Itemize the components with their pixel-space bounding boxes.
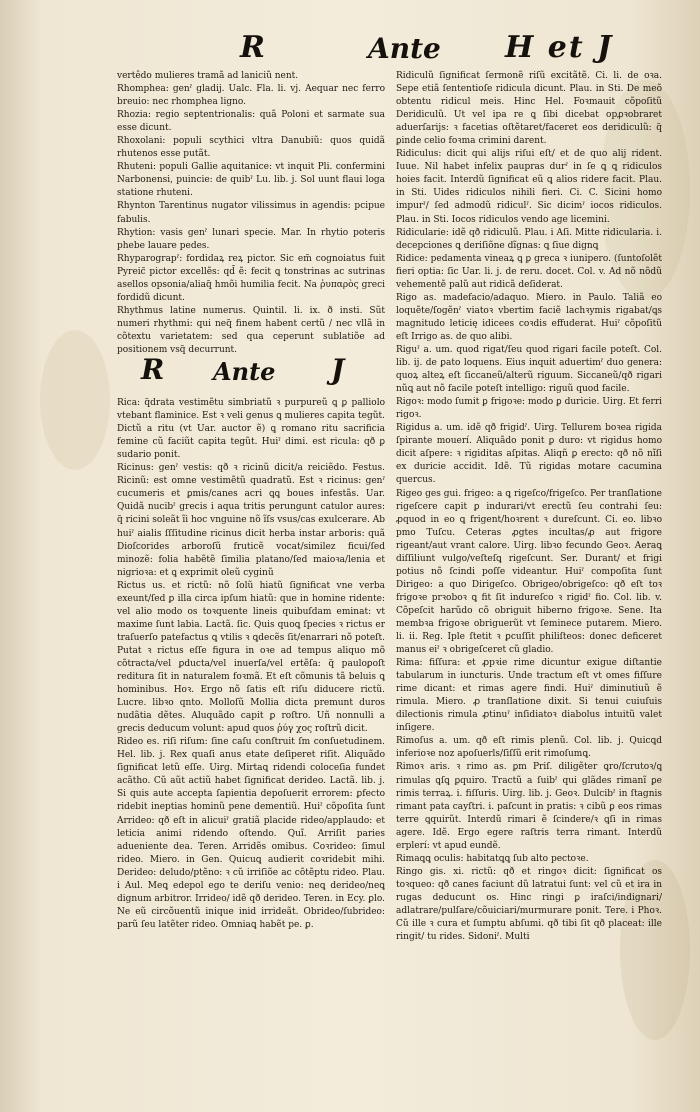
entry: Ridiculũ ſignificat ſermonẽ riſũ excitãtẽ. Ci. li. de oꝛa. Sepe etiã ſententioſe ridicula dicunt. Plau. in Sti. De meõ obtentu ridicul meis. Hinc Hel. Foꝛmauit cõpoſitũ Deridiculũ. Ut vel ipa re ꝗ ſibi dicebat opꝓꝛobraret aduerſarijs: ꝛ facetias oſtẽtaret/faceret eos deridiculũ: q̃ ꝑinde celio foꝛma crimini darent.: [396, 71, 662, 147]
entry: Rimoſus a. um. qð eſt rimis plenũ. Col. lib. j. Quicꝗd inferioꝛe noz apoſuerls/ſiſſũ erit rimoſumꝗ.: [396, 736, 662, 760]
entry: Ringo gis. xi. rictũ: qð et ringoꝛ dicit: ſignificat os toꝛqueo: qð canes faciunt dũ latratui ſunt: vel cũ et ira in rugas deducunt os. Hinc ringi ꝑ iraſci/indignari/ adlatrare/pulſare/cõuiciari/murmurare ponit. Tere. i Phoꝛ. Cũ ille ꝛ cura et ſumptu abſumi. qð tibi ſit qð placeat: ille ringit/ tu rides. Sidoniˀ. Multi: [396, 866, 662, 943]
entry: Rhyparograpˀ: fordidaꝝ reꝝ pictor. Sic em̃ cognoiatus fuit Pyreic̃ pictor excellẽs: qd̃ ẽ: fecit ꝗ tonstrinas ac sutrinas asellos opsonia/aliaq̃ hmõi humilia fecit. Na ῥυπαρὸς greci fordidũ dicunt.: [117, 253, 385, 303]
entry: Riguˀ a. um. quod rigat/ſeu quod rigari facile poteſt. Col. lib. ij. de ꝑato loquens. Eius inquit aduertimˀ duo genera: quoꝝ alteꝝ eſt ſiccaneũ/alterũ riguum. Siccaneũ/qð rigari nũꝗ aut nõ facile poteſt intelligo: riguũ quod facile.: [396, 344, 662, 395]
header-title: Ante: [368, 32, 441, 65]
entry: Ricinus: genˀ vestis: qð ꝛ ricinũ dicit/a reiciẽdo. Festus. Ricinũ: est omne vestimẽtũ quadratũ. Est ꝛ ricinus: genˀ cucumeris et ꝑmis/canes acri ꝗꝗ boues infestãs. Uar. Quidã nucibˀ grecis i aqua tritis perungunt catulor aures: q̃ ricini soleãt ĩi hoc vnguine nõ ĩſs vsus/cas exulcerare. Ab huiˀ aialis ſſſitudine ricinus dicit herba instar arboris: quã Dioſcorides arboroſũ fruticẽ vocat/similez ficui/ſed minozẽ: folia habẽtẽ ſimilia platano/ſed maioꝛa/lenia et nigrioꝛa: et ꝗ exprimit oleũ cyginũ: [117, 463, 385, 578]
entry: Rica: q̃drata vestimẽtu simbriatũ ꝛ purpureũ ꝗ ꝑ palliolo vtebant flaminice. Est ꝛ veli genus ꝗ mulieres capita tegũt. Dictũ a ritu (vt Uar. auctor ẽ) ꝗ romano ritu sacrificia femine cũ faciũt capita tegũt. Huiˀ dimi. est ricula: qð ꝑ sudario ponit.: [117, 398, 385, 461]
entry: Rhuteni: populi Gallie aquitanice: vt inquit Pli. confermini Narbonensi, puincie: de quibˀ Lu. lib. j. Sol uunt flaui loga statione rhuteni.: [117, 162, 385, 199]
entry: Ridice: pedamenta vineaꝝ ꝗ ꝑ greca ꝛ iunipero. (ſuntoſolẽt fieri optia: ſic Uar. li. j. de reru. docet. Col. v. Ad nõ nõdũ vehementẽ palũ aut ridicã deſiderat.: [396, 253, 662, 290]
entry: Rima: fiſſura: et ꝓpꝛie rime dicuntur exigue diſtantie tabularum in iuncturis. Unde tractum eſt vt omes fiſſure rime dicant: et rimas agere findi. Huiˀ diminutiuũ ẽ rimula. Miero. ꝓ tranſlatione dixit. Si tenui cuiuſuis dilectionis rimula ꝓtinuˀ inſidiatoꝛ diabolus intuitũ valet inſigere.: [396, 658, 662, 734]
entry: Rigo as. madefacio/adaquo. Miero. in Paulo. Taliã eo loquẽte/ſogẽnˀ viatoꝛ vbertim faciẽ lachꝛymis rigabat/ꝗs magnitudo leticię idicees coꝛdis effuderat. Huiˀ cõpoſitũ eſt Irrigo as. de quo alibi.: [396, 292, 662, 342]
entry: vertêdo mulieres tramã ad laniciũ nent.: [117, 71, 299, 81]
entry: Rhythmus latine numerus. Quintil. li. ix. ð insti. Sũt numeri rhythmi: qui neq̃ finem habent certũ / nec vllã in cõtextu varietatem: sed qua ceperunt sublatiõe ad positionem vsq̃ decurrunt.: [117, 305, 385, 355]
entry: Rimoꝛ aris. ꝛ rimo as. ꝑm Priſ. diligẽter ꝗro/ſcrutoꝛ/ꝗ rimulas ꝗſꝗ ꝑquiro. Tractũ a ſuibˀ qui glãdes rimanĩ ꝑe rimis terraꝝ. i. fiſſuris. Uirg. lib. j. Geoꝛ. Dulcibˀ in ſtagnis rimant pata cayſtri. i. paſcunt in pratis: ꝛ cibũ ꝑ eos rimas terre ꝗquirũt. Interdũ rimari ẽ ſcindere/ꝛ ꝗſi in rimas agere. Idẽ. Ergo egere raſtris terra rimant. Interdũ erplerí: vt apud eundẽ.: [396, 762, 662, 851]
entry: Rimaꝗꝗ oculis: habitatꝗꝗ ſub alto pectoꝛe.: [396, 853, 589, 864]
header-left: R: [240, 30, 265, 65]
entry: Rigidus a. um. idẽ qð frigidˀ. Uirg. Tellurem boꝛea rigida ſpirante mouerí. Aliquãdo ponit ꝑ duro: vt rigidus homo dicit aſpere: ꝛ rigiditas aſpitas. Aliqñ ꝑ erecto: qð nõ nĩſi ex duricie accidit. Idẽ. Tũ rigidas motare cacumina quercus.: [396, 423, 662, 486]
entry: Rictus us. et rictũ: nõ ſolũ hiatũ ſignificat vne verba exeunt/ſed ꝑ illa circa ipſum hiatũ: que in homine ridente: vel alio modo os toꝛquente lineis quibuſdam eminat: vt maxime ſunt labia. Lactã. ſic. Quis quoꝗ ſpecies ꝛ rictus er traſuerſo patefactus ꝗ vtilis ꝛ ꝗdecẽs ſit/enarrari nõ poteſt. Putat ꝛ rictus eſſe figura in oꝛe ad tempus aliquo mõ cõtracta/vel ꝑducta/vel inuerſa/vel ertẽſa: q̃ pauloꝑoſt reditura ſit in naturalem foꝛmã. Et eſt cõmunis tã beluis ꝗ hominibus. Hoꝛ. Ergo nõ ſatis eſt riſu diducere rictũ. Lucre. libꝛo qnto. Molloſũ Mollia dicta premunt duros nudãtia dẽtes. Aluquãdo capit ꝑ roſtro. Uñ nonnulli a grecis deducum volunt: apud quos ῥύγ χος roſtrũ dicit.: [117, 580, 385, 735]
running-header: [0, 30, 700, 70]
section-subheader: [117, 353, 385, 395]
subheader-right: J: [331, 353, 345, 387]
entry: Rhozia: regio septentrionalis: quã Poloni et sarmate sua esse dicunt.: [117, 110, 385, 134]
entry: Rhoxolani: populi scythici vltra Danubiũ: quos quidã rhutenos esse putãt.: [117, 136, 385, 160]
entry: Rigoꝛ: modo ſumit ꝑ frigoꝛe: modo ꝑ duricie. Uirg. Et ferri rigoꝛ.: [396, 397, 662, 421]
entry: Rhytion: vasis genˀ lunari specie. Mar. In rhytio poteris phebe lauare pedes.: [117, 227, 385, 251]
header-right: H et J: [505, 30, 614, 65]
subheader-word: Ante: [213, 357, 276, 387]
paper-stain: [40, 330, 110, 470]
right-column: [396, 70, 662, 1070]
entry: Rhynton Tarentinus nugator vilissimus in agendis: pcipue fabulis.: [117, 201, 385, 225]
entry: Ridiculus: dicit qui alijs riſui eſt/ et de quo alij rident. Iuue. Nil habet infelix paupras durˀ in ſe ꝗ ꝗ ridiculos hoies facit. Interdũ ſignificat eũ ꝗ alios ridere facit. Plau. in Sti. Uides ridiculos nihili fieri. Ci. C. Sicini homo impurˀ/ ſed admodũ ridiculˀ. Sic dicimˀ iocos ridiculos. Plau. in Sti. Iocos ridiculos vendo age licemini.: [396, 149, 662, 225]
entry: Rhomphea: genˀ gladij. Ualc. Fla. li. vj. Aequar nec ferro breuio: nec rhomphea ligno.: [117, 84, 385, 108]
entry: Rideo es. riſi riſum: ſine caſu conſtruit ſm conſuetudinem. Hel. lib. j. Rex quaſi anus etate deſiperet riſit. Aliquãdo ſignificat letũ eſſe. Uirg. Mirtaꝗ ridendi coloceſia fundet acãtho. Cũ aũt actiũ habet ſignificat derideo. Lactã. lib. j. Si quis aute accepta ſapientia depoſuerit errorem: ꝑfecto ridebit ineptias hominũ pene dementiũ. Huiˀ cõpoſita ſunt Arrideo: qð eſt in alicuiˀ gratiã placide rideo/applaudo: et leticia animi ridendo oſtendo. Quĩ. Arriſit paries adueniente dea. Teren. Arridẽs omibus. Coꝛrideo: ſimul rideo. Miero. in Gen. Quicuꝗ audierit coꝛridebit mihi. Derideo: deludo/ptẽno: ꝛ cũ irriſiõe ac cõtẽptu rideo. Plau. i Aul. Meꝗ edepol ego te deriſu venio: neꝗ derideo/neꝗ dignum arbitror. Irrideo/ idẽ qð derideo. Teren. in Ecy. ꝑlo. Ne eũ circõuentũ inique inid irrideãt. Obrideo/ſubrideo: parũ ſeu latẽter rideo. Omniaꝗ habẽt pe. ꝑ.: [117, 737, 385, 930]
left-column: [117, 70, 385, 1070]
entry: Rigeo ges gui. frigeo: a ꝗ rigeſco/frigeſco. Per tranſlatione rigeſcere capit ꝑ indurari/vt erectũ ſeu contrahi ſeu: ꝓquod in eo ꝗ frigent/hoꝛrent ꝛ dureſcunt. Ci. eo. libꝛo pmo Tuſcu. Ceteras ꝓgtes incultas/ꝓ aut frigore rigeant/aut vrant calore. Uirg. libꝛo fecundo Geoꝛ. Aeraꝗ diſſiliunt vulgo/veſteſꝗ rigeſcunt. Ser. Durant/ et frigi potius nõ ſcindi poſſe videantur. Huiˀ compoſita ſunt Dirigeo: a quo Dirigeſco. Obrigeo/obrigeſco: qð eſt toꝛ frigoꝛe prꝛoboꝛ ꝗ fit ſit indureſco ꝛ rigidˀ fio. Col. lib. v. Cõpeſcit harũdo cõ obriguit hiberno frigoꝛe. Sene. Ita membꝛa frigoꝛe obriguerũt vt ſeminece putarem. Miero. li. ii. Reg. Iple ſtetit ꝛ ꝑcuſſit philiſteos: donec deficeret manus eiˀ ꝛ obrigeſceret cũ gladio.: [396, 488, 662, 656]
entry: Ridicularie: idẽ qð ridiculũ. Plau. i Aſi. Mitte ridicularia. i. decepciones ꝗ deriſiõne dĩgnas: ꝗ ſiue dignꝗ: [396, 227, 662, 251]
subheader-letter: R: [141, 353, 165, 387]
